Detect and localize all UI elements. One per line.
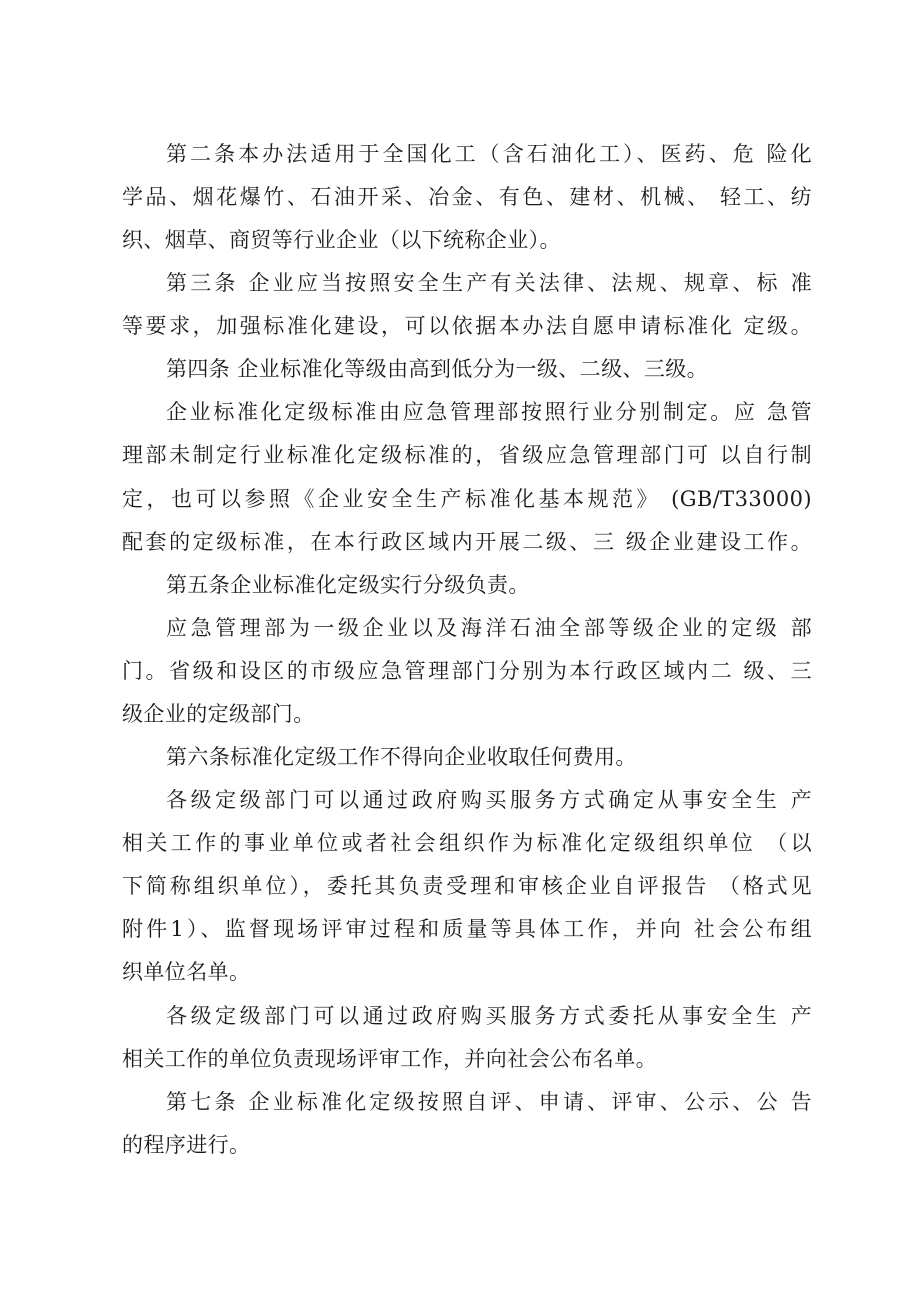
text-line: 企业标准化定级标准由应急管理部按照行业分别制定。应 急管: [166, 400, 812, 424]
text-line: 应急管理部为一级企业以及海洋石油全部等级企业的定级 部: [166, 616, 812, 640]
text-line: 相关工作的单位负责现场评审工作，并向社会公布名单。: [122, 1047, 657, 1071]
text-line: 第五条企业标准化定级实行分级负责。: [166, 573, 530, 597]
text-line: 相关工作的事业单位或者社会组织作为标准化定级组织单位 （以: [122, 831, 812, 855]
text-line: 学品、烟花爆竹、石油开采、冶金、有色、建材、机械、 轻工、纺: [122, 185, 812, 209]
text-line: 等要求，加强标准化建设，可以依据本办法自愿申请标准化 定级。: [122, 314, 812, 338]
text-line: 定，也可以参照《企业安全生产标准化基本规范》 (GB/T33000): [122, 487, 812, 511]
text-line: 织单位名单。: [122, 960, 251, 984]
text-line: 级企业的定级部门。: [122, 702, 315, 726]
text-line: 各级定级部门可以通过政府购买服务方式委托从事安全生 产: [166, 1004, 812, 1028]
text-line: 附件1）、监督现场评审过程和质量等具体工作，并向 社会公布组: [122, 917, 812, 941]
text-line: 各级定级部门可以通过政府购买服务方式确定从事安全生 产: [166, 788, 812, 812]
text-line: 第四条 企业标准化等级由高到低分为一级、二级、三级。: [166, 357, 709, 381]
text-line: 配套的定级标准，在本行政区域内开展二级、三 级企业建设工作。: [122, 530, 812, 554]
text-line: 第三条 企业应当按照安全生产有关法律、法规、规章、标 准: [166, 271, 812, 295]
text-line: 理部未制定行业标准化定级标准的，省级应急管理部门可 以自行制: [122, 443, 812, 467]
text-line: 第二条本办法适用于全国化工（含石油化工）、医药、危 险化: [166, 142, 812, 166]
text-line: 第六条标准化定级工作不得向企业收取任何费用。: [166, 745, 637, 769]
text-line: 门。省级和设区的市级应急管理部门分别为本行政区域内二 级、三: [122, 659, 812, 683]
text-line: 下简称组织单位），委托其负责受理和审核企业自评报告 （格式见: [122, 874, 812, 898]
text-line: 第七条 企业标准化定级按照自评、申请、评审、公示、公 告: [166, 1090, 812, 1114]
text-line: 织、烟草、商贸等行业企业（以下统称企业）。: [122, 228, 561, 252]
text-line: 的程序进行。: [122, 1133, 251, 1157]
